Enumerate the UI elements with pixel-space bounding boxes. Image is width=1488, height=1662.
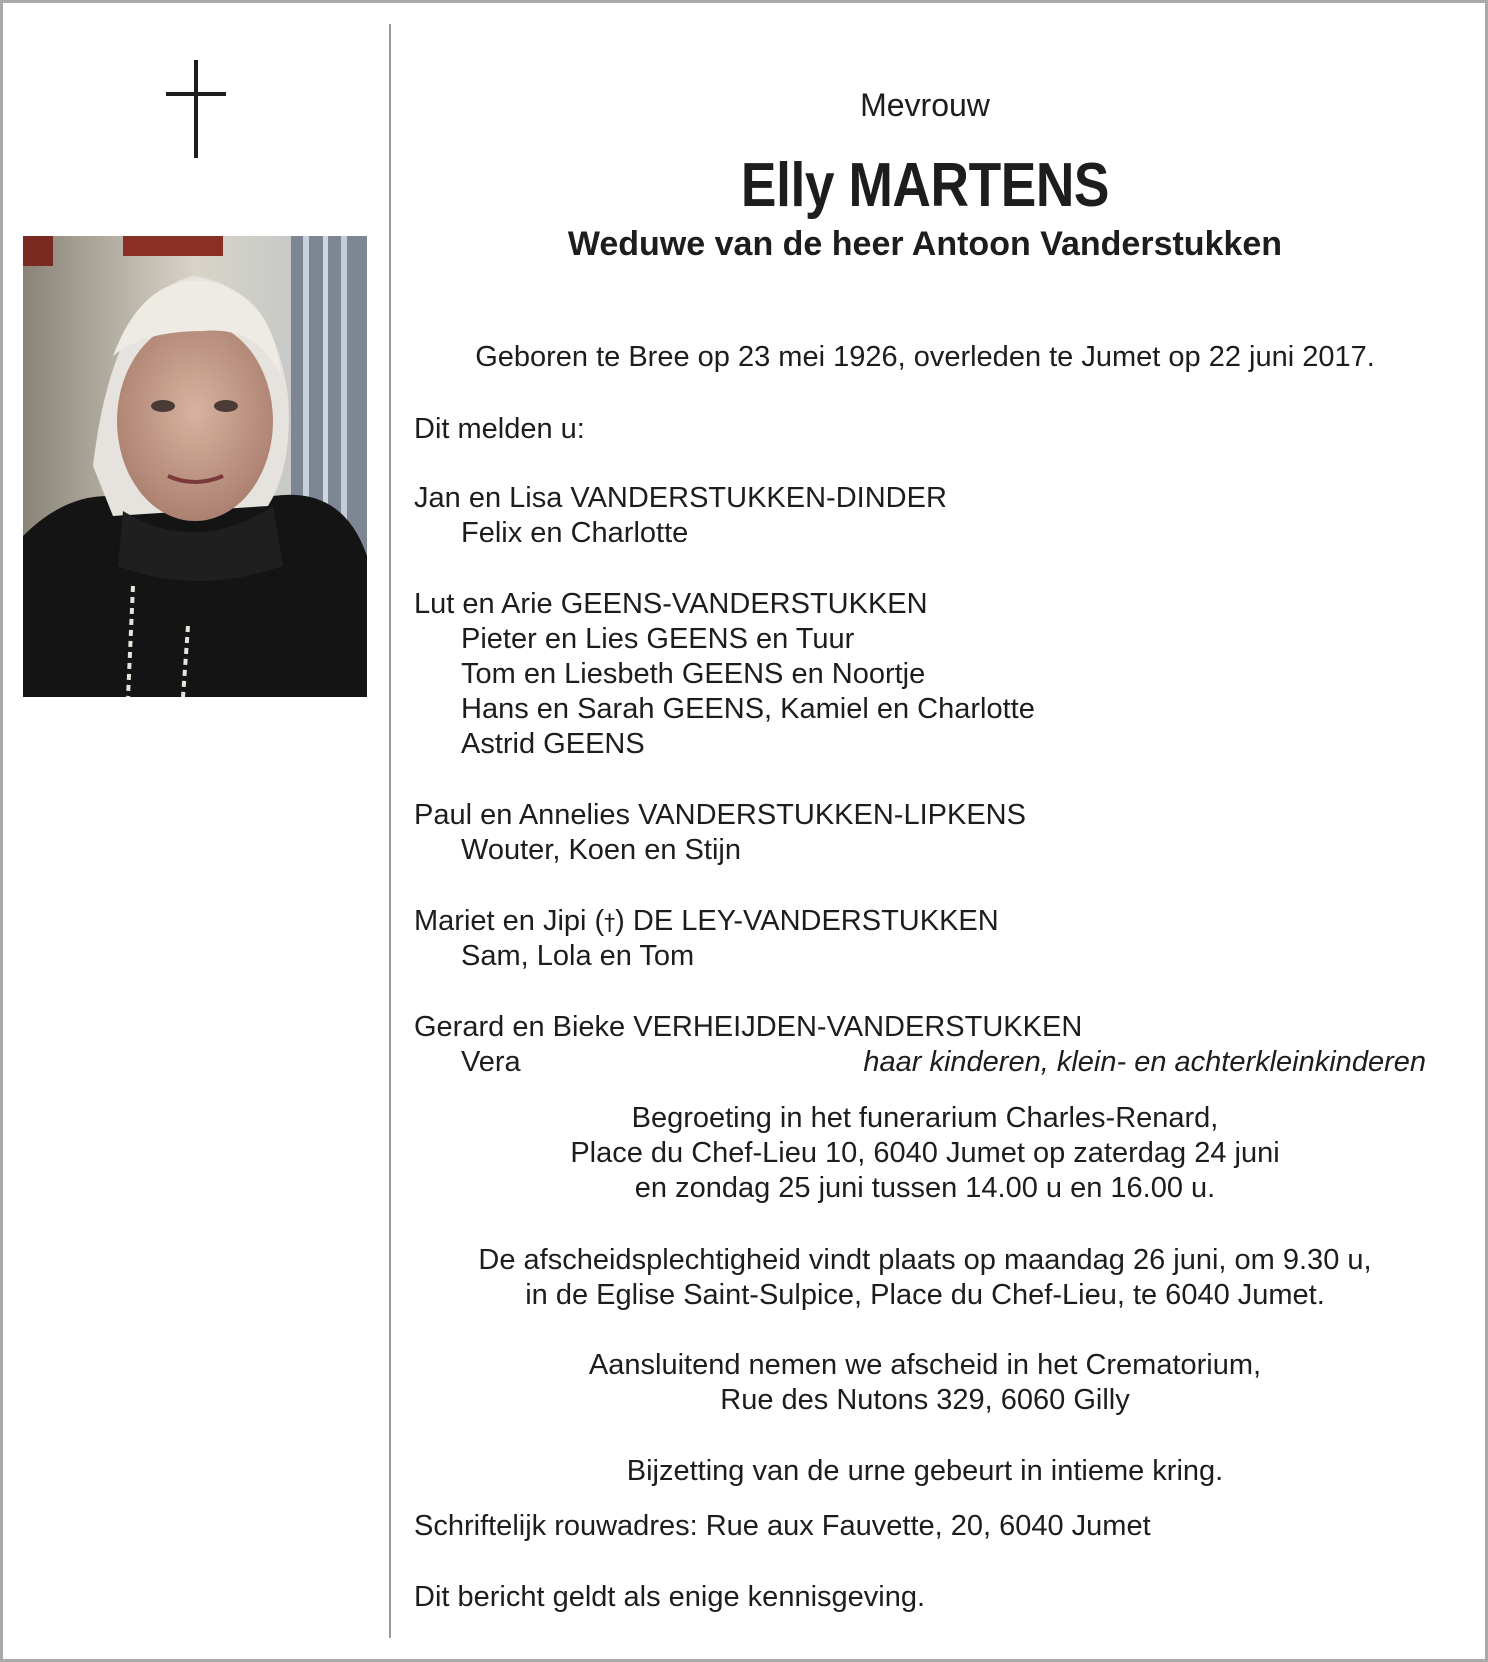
family-parents: Lut en Arie GEENS-VANDERSTUKKEN	[414, 588, 928, 620]
family-parents: Jan en Lisa VANDERSTUKKEN-DINDER	[414, 482, 947, 514]
signature-line: haar kinderen, klein- en achterkleinkinderen	[863, 1046, 1426, 1078]
birth-death-line: Geboren te Bree op 23 mei 1926, overleden te Jumet op 22 juni 2017.	[475, 341, 1375, 373]
intro-text: Dit melden u:	[414, 413, 585, 445]
visitation-line: en zondag 25 juni tussen 14.00 u en 16.00 u.	[634, 1172, 1216, 1204]
family-child: Wouter, Koen en Stijn	[461, 834, 741, 866]
crematorium-line: Aansluitend nemen we afscheid in het Crematorium,	[588, 1349, 1262, 1381]
widow-subtitle: Weduwe van de heer Antoon Vanderstukken	[567, 225, 1283, 263]
portrait-photo	[23, 236, 367, 697]
family-child: Tom en Liesbeth GEENS en Noortje	[461, 658, 926, 690]
mourning-address: Schriftelijk rouwadres: Rue aux Fauvette, 20, 6040 Jumet	[414, 1510, 1151, 1542]
deceased-name: Elly MARTENS	[740, 151, 1110, 220]
family-child: Vera	[461, 1046, 521, 1078]
visitation-line: Begroeting in het funerarium Charles-Renard,	[631, 1102, 1219, 1134]
family-parents: Mariet en Jipi (†) DE LEY-VANDERSTUKKEN	[414, 905, 999, 937]
family-child: Sam, Lola en Tom	[461, 940, 695, 972]
small-cross-icon: †	[604, 911, 616, 936]
family-child: Hans en Sarah GEENS, Kamiel en Charlotte	[461, 693, 1035, 725]
urn-line: Bijzetting van de urne gebeurt in intieme kring.	[626, 1455, 1224, 1487]
cross-icon	[166, 60, 226, 160]
ceremony-line: De afscheidsplechtigheid vindt plaats op maandag 26 juni, om 9.30 u,	[478, 1244, 1372, 1276]
notice-line: Dit bericht geldt als enige kennisgeving.	[414, 1581, 926, 1613]
family-parents: Paul en Annelies VANDERSTUKKEN-LIPKENS	[414, 799, 1026, 831]
ceremony-line: in de Eglise Saint-Sulpice, Place du Chef-Lieu, te 6040 Jumet.	[525, 1279, 1325, 1311]
visitation-line: Place du Chef-Lieu 10, 6040 Jumet op zaterdag 24 juni	[570, 1137, 1280, 1169]
family-child: Felix en Charlotte	[461, 517, 689, 549]
family-child: Pieter en Lies GEENS en Tuur	[461, 623, 855, 655]
salutation: Mevrouw	[860, 87, 990, 123]
crematorium-line: Rue des Nutons 329, 6060 Gilly	[720, 1384, 1130, 1416]
family-child: Astrid GEENS	[461, 728, 645, 760]
family-parents: Gerard en Bieke VERHEIJDEN-VANDERSTUKKEN	[414, 1011, 1083, 1043]
